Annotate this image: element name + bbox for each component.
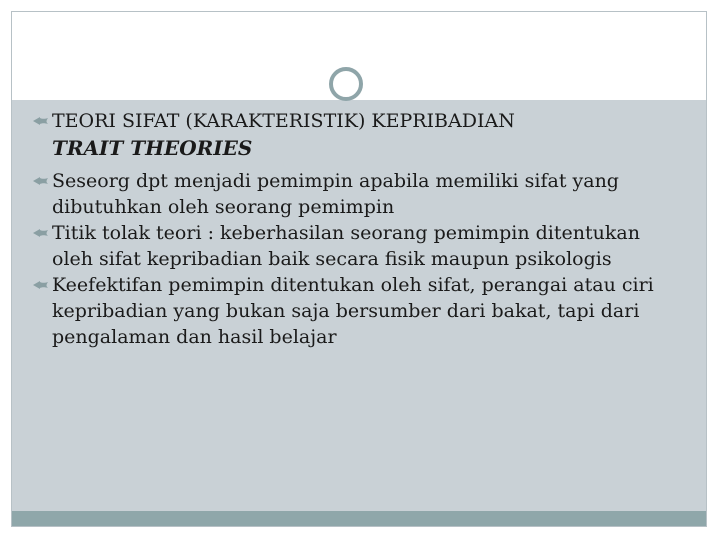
bullet-item: [32, 272, 682, 350]
bullet-item: [32, 220, 682, 272]
ornament-bullet-icon: [32, 226, 50, 240]
bullet-text: Keefektifan pemimpin ditentukan oleh sifat, perangai atau ciri kepribadian yang bukan saja bersumber dari bakat, tapi dari pengalaman dan hasil belajar: [52, 274, 654, 348]
bottom-accent-bar: [12, 511, 706, 526]
bullet-text: TEORI SIFAT (KARAKTERISTIK) KEPRIBADIAN: [52, 110, 515, 132]
divider-line: [12, 98, 706, 100]
bullet-item: [32, 168, 682, 220]
ornament-bullet-icon: [32, 174, 50, 188]
ornament-bullet-icon: [32, 278, 50, 292]
bullet-list: [32, 108, 682, 350]
bullet-text: Seseorg dpt menjadi pemimpin apabila memiliki sifat yang dibutuhkan oleh seorang pemimpin: [52, 170, 619, 218]
circle-ornament-icon: [329, 67, 363, 101]
trait-theories-subtitle: TRAIT THEORIES: [52, 136, 253, 160]
bullet-text: Titik tolak teori : keberhasilan seorang pemimpin ditentukan oleh sifat kepribadian baik secara fisik maupun psikologis: [52, 222, 640, 270]
ornament-bullet-icon: [32, 114, 50, 128]
bullet-item: [32, 108, 682, 162]
